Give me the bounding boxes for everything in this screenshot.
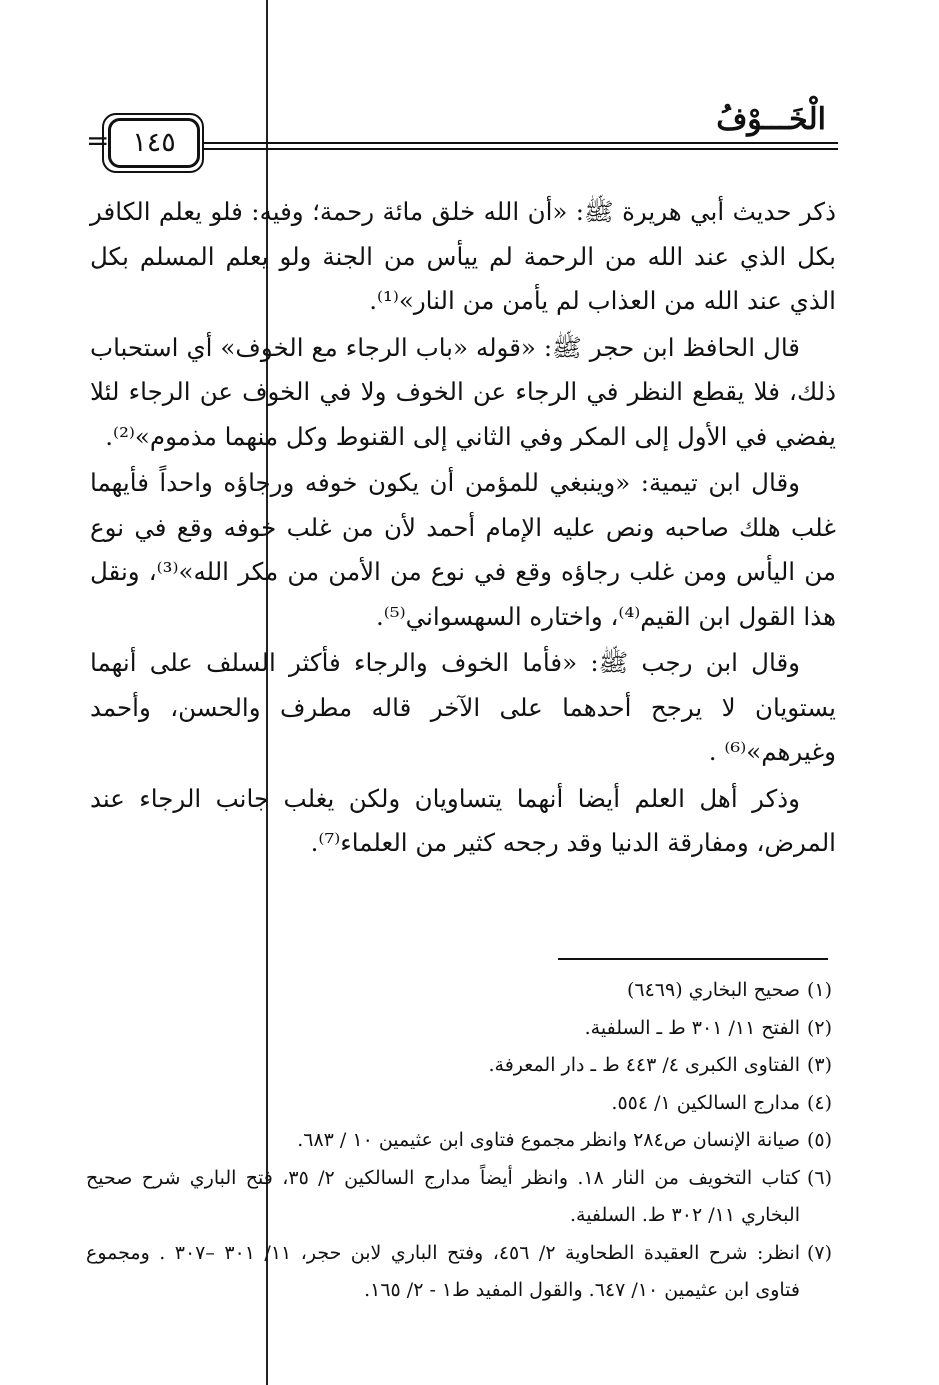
paragraph: وقال ابن رجب ﷺ: «فأما الخوف والرجاء فأكثر السلف على أنهما يستويان لا يرجح أحدهما على الآخر قاله مطرف والحسن، وأحمد وغيرهم»⁽⁶⁾ . xyxy=(90,648,836,766)
footnote-text: كتاب التخويف من النار ١٨. وانظر أيضاً مدارج السالكين ٢/ ٣٥، فتح الباري شرح صحيح البخاري ١١/ ٣٠٢ ط. السلفية. xyxy=(86,1166,800,1226)
footnote xyxy=(86,1010,832,1048)
footnote-text: الفتاوى الكبرى ٤/ ٤٤٣ ط ـ دار المعرفة. xyxy=(488,1054,800,1076)
header-marker: = xyxy=(86,124,110,157)
footnote-text: انظر: شرح العقيدة الطحاوية ٢/ ٤٥٦، وفتح الباري لابن حجر، ١١/ ٣٠١ –٣٠٧ . ومجموع فتاوى ابن عثيمين ١٠/ ٦٤٧. والقول المفيد ط١ - ٢/ ١٦٥. xyxy=(86,1241,800,1301)
paragraph: وذكر أهل العلم أيضا أنهما يتساويان ولكن يغلب جانب الرجاء عند المرض، ومفارقة الدنيا وقد رجحه كثير من العلماء⁽⁷⁾. xyxy=(90,783,836,857)
footnote xyxy=(86,1160,832,1235)
footnote-number: (٦) xyxy=(806,1166,832,1189)
main-text xyxy=(90,190,836,868)
footnote xyxy=(86,1122,832,1160)
footnote xyxy=(86,1235,832,1310)
footnote xyxy=(86,1047,832,1085)
header-rule xyxy=(204,142,838,154)
footnote-number: (٤) xyxy=(806,1091,832,1114)
footnote-text: مدارج السالكين ١/ ٥٥٤. xyxy=(611,1091,800,1114)
paragraph: ذكر حديث أبي هريرة ﷺ: «أن الله خلق مائة رحمة؛ وفيه: فلو يعلم الكافر بكل الذي عند الله من الرحمة لم ييأس من الجنة ولو يعلم المسلم بكل الذي عند الله من العذاب لم يأمن من النار»⁽¹⁾. xyxy=(90,197,836,315)
footnote-text: الفتح ١١/ ٣٠١ ط ـ السلفية. xyxy=(584,1016,800,1039)
footnote-number: (٣) xyxy=(806,1054,832,1076)
footnotes xyxy=(86,972,832,1310)
footnote xyxy=(86,1085,832,1123)
footnote-number: (١) xyxy=(806,979,832,1001)
footnote xyxy=(86,972,832,1010)
paragraph: وقال ابن تيمية: «وينبغي للمؤمن أن يكون خوفه ورجاؤه واحداً فأيهما غلب هلك صاحبه ونص عليه الإمام أحمد لأن من غلب خوفه وقع في نوع من اليأس ومن غلب رجاؤه وقع في نوع من الأمن من مكر الله»⁽³⁾، ونقل هذا القول ابن القيم⁽⁴⁾، واختاره السهسواني⁽⁵⁾. xyxy=(90,468,836,631)
page-header xyxy=(86,96,838,174)
footnote-number: (٧) xyxy=(806,1241,832,1264)
footnote-text: صيانة الإنسان ص٢٨٤ وانظر مجموع فتاوى ابن عثيمين ١٠ / ٦٨٣. xyxy=(297,1129,800,1151)
footnote-number: (٢) xyxy=(806,1016,832,1039)
footnote-text: صحيح البخاري (٦٤٦٩) xyxy=(626,979,800,1001)
footnote-separator xyxy=(558,958,828,960)
paragraph: قال الحافظ ابن حجر ﷺ: «قوله «باب الرجاء مع الخوف» أي استحباب ذلك، فلا يقطع النظر في الرجاء عن الخوف ولا في الخوف عن الرجاء لئلا يفضي في الأول إلى المكر وفي الثاني إلى القنوط وكل منهما مذموم»⁽²⁾. xyxy=(90,332,836,451)
page-number-box xyxy=(108,118,200,168)
chapter-title: الْخَـــوْفُ xyxy=(716,102,826,137)
footnote-number: (٥) xyxy=(806,1129,832,1151)
page-number: ١٤٥ xyxy=(132,127,176,158)
